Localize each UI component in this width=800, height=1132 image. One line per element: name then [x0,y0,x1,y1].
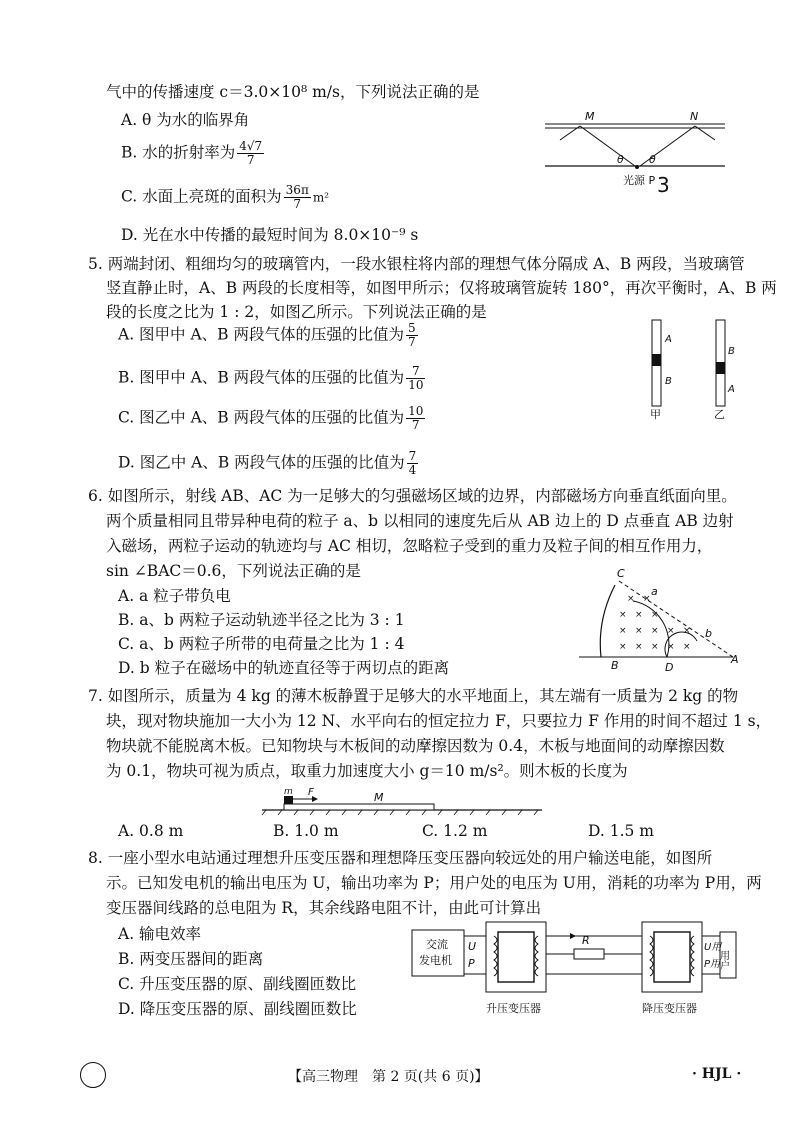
q8-fig-step-down-caption: 降压变压器 [642,1002,697,1015]
q6-fig-label-d: D [665,661,674,674]
q7-line-2: 块，现对物块施加一大小为 12 N、水平向右的恒定拉力 F，只要拉力 F 作用的时间不超过 1 s， [106,712,772,730]
svg-text:×: × [619,610,627,620]
svg-text:×: × [683,642,691,652]
q6-fig-label-a-particle: a [651,585,658,598]
q4-option-d: D. 光在水中传播的最短时间为 8.0×10⁻⁹ s [121,226,419,244]
q8-fig-label-p: P [468,957,475,970]
q5-option-d-frac: $\frac{7}{4}$ [408,449,417,477]
q6-option-d: D. b 粒子在磁场中的轨迹直径等于两切点的距离 [118,659,450,677]
q5-option-d [118,450,420,477]
svg-text:×: × [667,626,675,636]
q5-fig-jia-label-b: B [665,376,672,387]
q8-figure [410,912,740,1022]
q6-line-2: 两个质量相同且带异种电荷的粒子 a、b 以相同的速度先后从 AB 边上的 D 点垂直 AB 边射 [106,512,734,530]
q6-line-4: sin ∠BAC＝0.6，下列说法正确的是 [106,562,361,580]
q7-figure [262,786,552,816]
q4-fig-theta-right: θ [649,153,656,166]
q8-fig-label-u-user: U用 [704,942,722,953]
q4-fig-label-n: N [690,110,699,123]
q6-fig-label-a-point: A [731,653,739,666]
q8-option-b: B. 两变压器间的距离 [118,950,264,968]
q5-fig-jia-caption: 甲 [650,408,661,421]
q8-fig-generator-line1: 交流 [426,938,448,951]
q8-option-c: C. 升压变压器的原、副线圈匝数比 [118,975,357,993]
q5-fig-jia-label-a: A [665,334,672,345]
q4-option-b-frac: $\frac{4√7}{7}$ [239,139,263,167]
q7-option-b: B. 1.0 m [273,822,339,840]
q7-fig-label-m-small: m [284,787,293,797]
q8-fig-generator-line2: 发电机 [419,954,452,967]
q8-line-1: 8. 一座小型水电站通过理想升压变压器和理想降压变压器向较远处的用户输送电能，如图所 [88,849,713,867]
footer-page-info: 【高三物理 第 2 页(共 6 页)】 [288,1069,489,1085]
svg-text:×: × [651,642,659,652]
q8-fig-label-r: R [582,934,590,947]
q7-fig-label-f: F [308,787,314,798]
svg-text:×: × [643,594,651,604]
q8-option-d: D. 降压变压器的原、副线圈匝数比 [118,1000,357,1018]
q4-fig-handwritten-mark: 3 [657,173,670,197]
q5-option-c-text: C. 图乙中 A、B 两段气体的压强的比值为 [118,408,405,427]
q4-option-b [121,140,266,167]
footer-logo [80,1062,106,1088]
svg-text:×: × [683,626,691,636]
q4-option-b-text: B. 水的折射率为 [121,143,236,162]
q5-figure [640,318,740,421]
q5-option-b-frac: $\frac{7}{10}$ [408,364,424,392]
q7-line-4: 为 0.1，物块可视为质点，取重力加速度大小 g＝10 m/s²。则木板的长度为 [106,762,628,780]
q4-option-a: A. θ 为水的临界角 [121,111,250,129]
svg-text:×: × [651,610,659,620]
q5-option-b [118,365,427,392]
svg-text:×: × [635,610,643,620]
svg-text:×: × [619,626,627,636]
svg-text:×: × [651,626,659,636]
q8-fig-label-p-user: P用 [704,959,721,970]
q6-line-1: 6. 如图所示，射线 AB、AC 为一足够大的匀强磁场区域的边界，内部磁场方向垂直纸面向里。 [88,487,737,505]
q6-option-c: C. a、b 两粒子所带的电荷量之比为 1 : 4 [118,635,405,653]
q8-fig-user-box: 用户 [717,950,729,970]
q5-fig-yi-label-a: A [728,384,735,395]
footer-code: · HJL · [692,1066,742,1082]
q8-fig-step-up-caption: 升压变压器 [486,1002,541,1015]
q4-option-c-text: C. 水面上亮斑的面积为 [121,187,282,206]
q5-line-3: 段的长度之比为 1 : 2，如图乙所示。下列说法正确的是 [106,303,487,321]
q8-fig-label-u: U [468,940,477,953]
q7-line-3: 物块就不能脱离木板。已知物块与木板间的动摩擦因数为 0.4，木板与地面间的动摩擦因数 [106,737,725,755]
q5-line-2: 竖直静止时，A、B 两段的长度相等，如图甲所示；仅将玻璃管旋转 180°，再次平衡时，A、B 两 [106,279,777,297]
q5-fig-yi-caption: 乙 [714,408,725,421]
q4-option-c [121,184,329,211]
q5-option-c [118,405,427,432]
q4-stem-tail: 气中的传播速度 c＝3.0×10⁸ m/s，下列说法正确的是 [106,83,480,101]
q6-figure [575,565,745,680]
svg-text:×: × [619,642,627,652]
q4-figure [545,110,745,200]
q5-option-d-text: D. 图乙中 A、B 两段气体的压强的比值为 [118,453,405,472]
q4-option-c-frac: $\frac{36\pi}{7}$ [285,183,309,211]
q6-fig-label-b-point: B [611,659,619,672]
q4-fig-theta-left: θ [617,153,624,166]
q7-fig-label-m-big: M [374,791,384,804]
q8-option-a: A. 输电效率 [118,925,202,943]
q6-option-b: B. a、b 两粒子运动轨迹半径之比为 3 : 1 [118,611,405,629]
svg-text:×: × [627,594,635,604]
q6-option-a: A. a 粒子带负电 [118,587,231,605]
svg-text:×: × [635,626,643,636]
q5-fig-yi-label-b: B [728,346,735,357]
q7-option-c: C. 1.2 m [422,822,488,840]
q5-option-a-frac: $\frac{5}{7}$ [408,321,416,349]
q6-fig-label-b-particle: b [705,627,712,640]
q6-fig-label-c: C [617,567,625,580]
svg-text:×: × [667,642,675,652]
q5-line-1: 5. 两端封闭、粗细均匀的玻璃管内，一段水银柱将内部的理想气体分隔成 A、B 两段，当玻璃管 [88,255,745,273]
q4-option-c-unit: m² [312,190,330,205]
q5-option-a [118,322,420,349]
svg-text:×: × [635,642,643,652]
q4-fig-light-source: 光源 P [623,174,656,187]
q8-line-3: 变压器间线路的总电阻为 R，其余线路电阻不计，由此可计算出 [106,899,542,917]
q6-line-3: 入磁场，两粒子运动的轨迹均与 AC 相切，忽略粒子受到的重力及粒子间的相互作用力， [106,537,713,555]
q5-option-c-frac: $\frac{10}{7}$ [408,404,424,432]
q7-line-1: 7. 如图所示，质量为 4 kg 的薄木板静置于足够大的水平地面上，其左端有一质量为 2 kg 的物 [88,687,739,705]
q7-option-a: A. 0.8 m [118,822,184,840]
q7-option-d: D. 1.5 m [588,822,655,840]
q5-option-a-text: A. 图甲中 A、B 两段气体的压强的比值为 [118,325,404,344]
q4-fig-label-m: M [585,110,595,123]
q5-option-b-text: B. 图甲中 A、B 两段气体的压强的比值为 [118,368,405,387]
q8-line-2: 示。已知发电机的输出电压为 U，输出功率为 P；用户处的电压为 U用，消耗的功率为 P用，两 [106,874,762,892]
